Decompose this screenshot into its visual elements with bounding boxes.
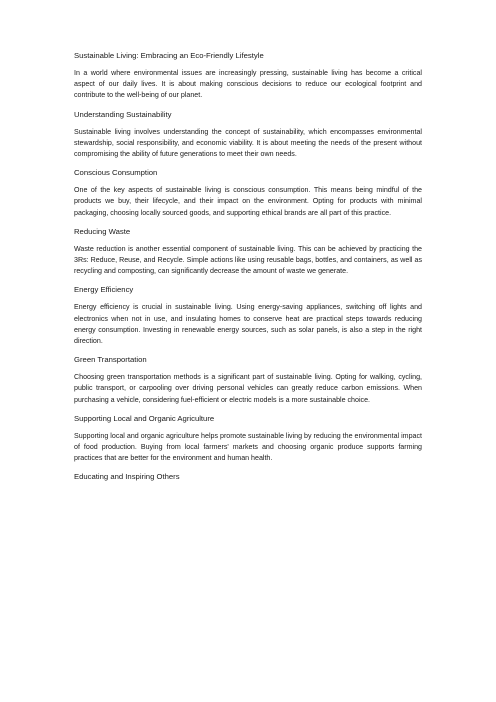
section-heading: Green Transportation [74, 355, 147, 365]
section-educating-inspiring [74, 471, 422, 482]
section-heading: Supporting Local and Organic Agriculture [74, 413, 215, 423]
section-paragraph: Sustainable living involves understanding the concept of sustainability, which encompasses environmental stewardship, social responsibility, and economic viability. It is about meeting the needs of the present without compromising the ability of future generations to meet their own needs. [74, 127, 422, 159]
section-conscious-consumption [74, 167, 422, 219]
section-reducing-waste [74, 226, 422, 278]
section-heading: Conscious Consumption [74, 168, 158, 178]
section-local-organic-agriculture [74, 413, 422, 465]
section-heading: Educating and Inspiring Others [74, 472, 180, 482]
section-heading: Energy Efficiency [74, 285, 134, 295]
section-heading: Reducing Waste [74, 226, 131, 236]
section-heading: Understanding Sustainability [74, 109, 172, 119]
intro-paragraph: In a world where environmental issues are increasingly pressing, sustainable living has become a critical aspect of our daily lives. It is about making conscious decisions to reduce our ecological footprint and contribute to the well-being of our planet. [74, 69, 422, 100]
section-paragraph: Waste reduction is another essential component of sustainable living. This can be achieved by practicing the 3Rs: Reduce, Reuse, and Recycle. Simple actions like using reusable bags, bottles, and containers, as well as recycling and composting, can significantly decrease the amount of waste we generate. [74, 244, 422, 276]
section-paragraph: Energy efficiency is crucial in sustainable living. Using energy-saving appliances, switching off lights and electronics when not in use, and insulating homes to conserve heat are practical steps towards reducing energy consumption. Investing in renewable energy sources, such as solar panels, is also a step in the right direction. [74, 303, 422, 346]
document-page [74, 50, 422, 489]
section-energy-efficiency [74, 284, 422, 347]
section-paragraph: Supporting local and organic agriculture helps promote sustainable living by reducing the environmental impact of food production. Buying from local farmers' markets and choosing organic produce supports farming practices that are better for the environment and human health. [74, 431, 422, 463]
section-paragraph: One of the key aspects of sustainable living is conscious consumption. This means being mindful of the products we buy, their lifecycle, and their impact on the environment. Opting for products with minimal packaging, choosing locally sourced goods, and supporting ethical brands are all part of this practice. [74, 186, 422, 217]
document-title: Sustainable Living: Embracing an Eco-Friendly Lifestyle [74, 51, 264, 60]
section-paragraph: Choosing green transportation methods is a significant part of sustainable living. Opting for walking, cycling, public transport, or carpooling over driving personal vehicles can greatly reduce carbon emissions. When purchasing a vehicle, considering fuel-efficient or electric models is a more sustainable choice. [74, 373, 422, 404]
section-understanding-sustainability [74, 109, 422, 161]
section-green-transportation [74, 354, 422, 406]
